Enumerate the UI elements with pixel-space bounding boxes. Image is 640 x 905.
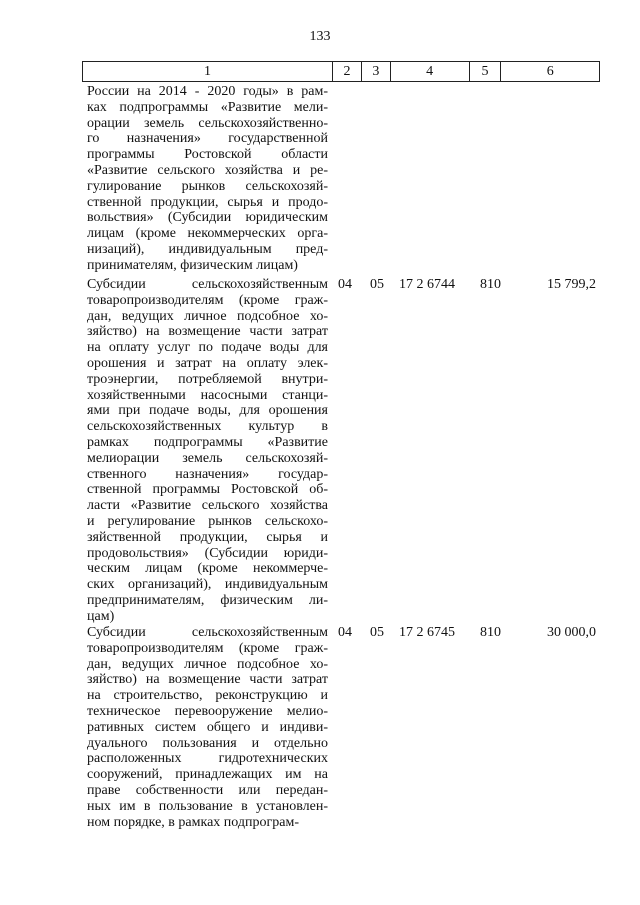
description-line: мелиорации земель сельскохозяй-	[87, 450, 328, 466]
description-line: техническое перевооружение мелио-	[87, 703, 328, 719]
target-article-code: 17 2 6744	[399, 277, 455, 292]
expense-type-code: 810	[480, 625, 501, 640]
description-line: хозяйственными насосными станци-	[87, 387, 328, 403]
description-line: ских организаций), индивидуальным	[87, 577, 328, 593]
amount: 15 799,2	[547, 277, 596, 292]
description-line: ном порядке, в рамках подпрограм-	[87, 814, 299, 830]
description-line: вольствия» (Субсидии юридическим	[87, 210, 328, 226]
section-code: 04	[338, 277, 352, 292]
description-line: предпринимателям, физическим ли-	[87, 592, 328, 608]
description-line: зяйство) на возмещение части затрат	[87, 672, 328, 688]
description-line: Субсидии сельскохозяйственным	[87, 277, 328, 292]
description-line: дан, ведущих личное подсобное хо-	[87, 308, 328, 324]
description-line: на строительство, реконструкцию и	[87, 688, 328, 704]
description-line: низаций), индивидуальным пред-	[87, 241, 328, 257]
description-line: орации земель сельскохозяйственно-	[87, 115, 328, 131]
description-line: товаропроизводителям (кроме граж-	[87, 640, 328, 656]
target-article-code: 17 2 6745	[399, 625, 455, 640]
description-line: орошения и затрат на оплату элек-	[87, 355, 328, 371]
header-col-2: 2	[333, 62, 362, 81]
description-line: программы Ростовской области	[87, 147, 328, 163]
description-line: и регулирование рынков сельскохо-	[87, 513, 328, 529]
row-description	[87, 625, 328, 830]
description-line: сооружений, принадлежащих им на	[87, 767, 328, 783]
description-line: «Развитие сельского хозяйства и ре-	[87, 162, 328, 178]
description-line: ственной программы Ростовской об-	[87, 482, 328, 498]
header-col-1: 1	[83, 62, 333, 81]
description-line: дуального пользования и отдельно	[87, 735, 328, 751]
description-line: зяйство) на возмещение части затрат	[87, 324, 328, 340]
header-col-6: 6	[546, 64, 554, 79]
row-description	[87, 84, 328, 274]
description-line: расположенных гидротехнических	[87, 751, 328, 767]
description-line: го назначения» государственной	[87, 131, 328, 147]
subsection-code: 05	[370, 625, 384, 640]
header-col-3: 3	[362, 62, 391, 81]
expense-type-code: 810	[480, 277, 501, 292]
description-line: троэнергии, потребляемой внутри-	[87, 371, 328, 387]
description-line: ных им в пользование в установлен-	[87, 798, 328, 814]
description-line: ках подпрограммы «Развитие мели-	[87, 99, 328, 115]
description-line: ственной продукции, сырья и продо-	[87, 194, 328, 210]
description-line: ративных систем общего и индиви-	[87, 719, 328, 735]
description-line: Субсидии сельскохозяйственным	[87, 625, 328, 640]
description-line: дан, ведущих личное подсобное хо-	[87, 656, 328, 672]
description-line: товаропроизводителям (кроме граж-	[87, 292, 328, 308]
section-code: 04	[338, 625, 352, 640]
table-header	[82, 61, 600, 82]
description-line: ями при подаче воды, для орошения	[87, 403, 328, 419]
header-col-5: 5	[470, 62, 502, 81]
row-description	[87, 277, 328, 625]
description-line: на оплату услуг по подаче воды для	[87, 340, 328, 356]
description-line: ласти «Развитие сельского хозяйства	[87, 498, 328, 514]
description-line: России на 2014 - 2020 годы» в рам-	[87, 84, 328, 99]
description-line: рамках подпрограммы «Развитие	[87, 434, 328, 450]
description-line: праве собственности или передан-	[87, 782, 328, 798]
description-line: зяйственной продукции, сырья и	[87, 529, 328, 545]
subsection-code: 05	[370, 277, 384, 292]
header-col-4: 4	[391, 62, 470, 81]
description-line: гулирование рынков сельскохозяй-	[87, 178, 328, 194]
description-line: цам)	[87, 608, 115, 624]
description-line: сельскохозяйственных культур в	[87, 419, 328, 435]
description-line: ческим лицам (кроме некоммерче-	[87, 561, 328, 577]
description-line: ственного назначения» государ-	[87, 466, 328, 482]
description-line: принимателям, физическим лицам)	[87, 257, 298, 273]
page-number: 133	[309, 29, 331, 44]
description-line: лицам (кроме некоммерческих орга-	[87, 226, 328, 242]
description-line: продовольствия» (Субсидии юриди-	[87, 545, 328, 561]
amount: 30 000,0	[547, 625, 596, 640]
